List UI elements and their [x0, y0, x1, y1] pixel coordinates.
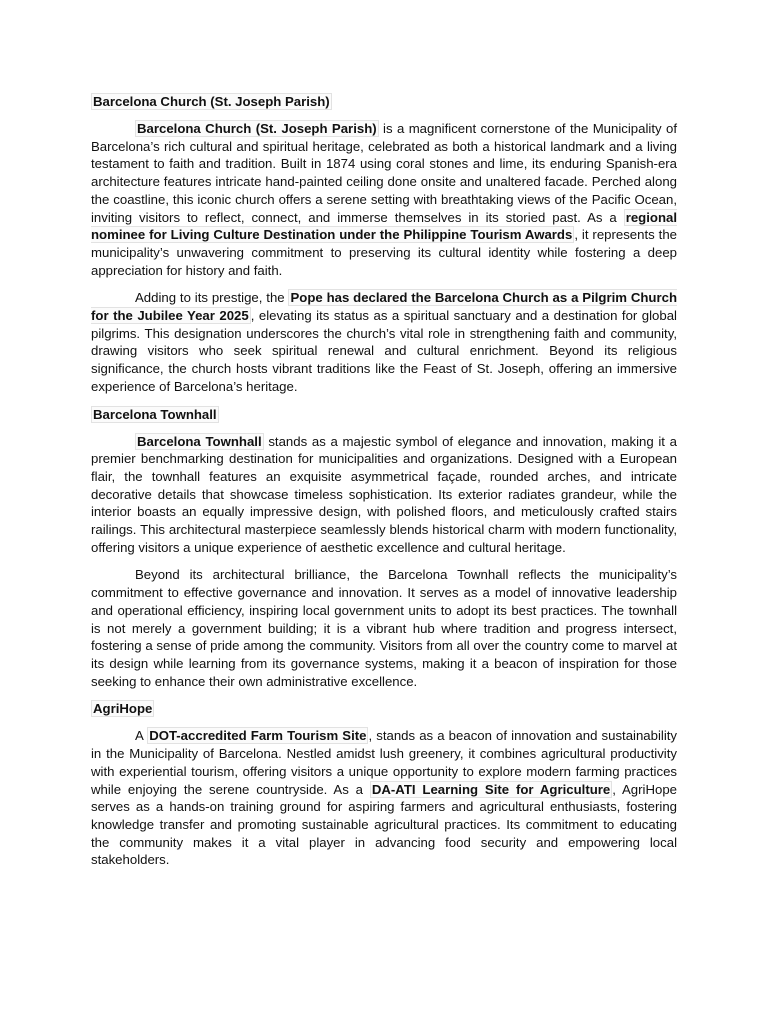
body-paragraph: [91, 289, 677, 395]
section-heading-text: AgriHope: [93, 701, 153, 717]
emphasis-text: Barcelona Townhall: [137, 433, 262, 449]
paragraph-text: , stands as a beacon of innovation and sustainability in the Municipality of Barcelona. Nestled amidst lush greenery, it combines agricultural productivity with experiential tourism, offering visitors a unique opportunity to explore modern farming practices while enjoying the serene countryside. As a: [91, 728, 678, 797]
section-heading-text: Barcelona Church (St. Joseph Parish): [93, 94, 330, 109]
paragraph-text: is a magnificent cornerstone of the Municipality of Barcelona’s rich cultural and spiritual heritage, celebrated as both a historical landmark and a living testament to faith and tradition. Built in 1874 using coral stones and lime, its enduring Spanish-era architecture features intricate hand-painted ceiling done onsite and unaltered facade. Perched along the coastline, this iconic church offers a serene setting with breathtaking views of the Pacific Ocean, inviting visitors to reflect, connect, and immerse themselves in its storied past. As a: [91, 121, 677, 225]
paragraph-text: Adding to its prestige, the: [135, 290, 289, 306]
emphasis-text: DOT-accredited Farm Tourism Site: [149, 728, 367, 744]
paragraph-text: stands as a majestic symbol of elegance and innovation, making it a premier benchmarking destination for municipalities and organizations. Designed with a European flair, the townhall features an exquisite asymmetrical façade, rounded arches, and intricate decorative details that showcase timeless sophistication. Its exterior radiates grandeur, while the interior boasts an equally impressive design, with polished floors, and meticulously crafted stairs railings. This architectural masterpiece seamlessly blends historical charm with modern functionality, offering visitors a unique experience of aesthetic excellence and cultural heritage.: [91, 433, 678, 555]
emphasis-text: DA-ATI Learning Site for Agriculture: [371, 781, 611, 797]
section-heading: [91, 406, 677, 424]
body-paragraph: [91, 433, 677, 557]
emphasis-text: Barcelona Church (St. Joseph Parish): [137, 121, 377, 136]
emphasis-text: Pope has declared the Barcelona Church as a Pilgrim Church for the Jubilee Year 2025: [91, 290, 677, 324]
paragraph-text: , elevating its status as a spiritual sanctuary and a destination for global pilgrims. This designation underscores the church’s vital role in strengthening faith and community, drawing visitors who seek spiritual renewal and cultural enrichment. Beyond its religious significance, the church hosts vibrant traditions like the Feast of St. Joseph, offering an immersive experience of Barcelona’s heritage.: [91, 308, 677, 394]
section-heading: [91, 700, 677, 718]
emphasis-text: regional nominee for Living Culture Destination under the Philippine Tourism Awards: [91, 209, 677, 243]
body-paragraph: [91, 566, 677, 690]
paragraph-text: Beyond its architectural brilliance, the Barcelona Townhall reflects the municipality’s commitment to effective governance and innovation. It serves as a model of innovative leadership and operational efficiency, inspiring local government units to adopt its best practices. The townhall is not merely a government building; it is a vibrant hub where tradition and progress intersect, fostering a sense of pride among the community. Visitors from all over the country come to marvel at its design while learning from its governance systems, making it a beacon of inspiration for those seeking to enhance their own administrative excellence.: [91, 567, 677, 689]
paragraph-text: , it represents the municipality’s unwavering commitment to preserving its cultural identity while fostering a deep appreciation for history and faith.: [91, 227, 677, 278]
body-paragraph: [91, 120, 677, 279]
section-heading: [91, 93, 677, 111]
paragraph-text: , AgriHope serves as a hands-on training ground for aspiring farmers and agricultural enthusiasts, fostering knowledge transfer and promoting sustainable agricultural practices. Its commitment to educating the community makes it a vital player in advancing food security and empowering local stakeholders.: [91, 781, 677, 868]
paragraph-text: A: [135, 728, 148, 744]
body-paragraph: [91, 727, 677, 869]
section-heading-text: Barcelona Townhall: [93, 406, 217, 422]
